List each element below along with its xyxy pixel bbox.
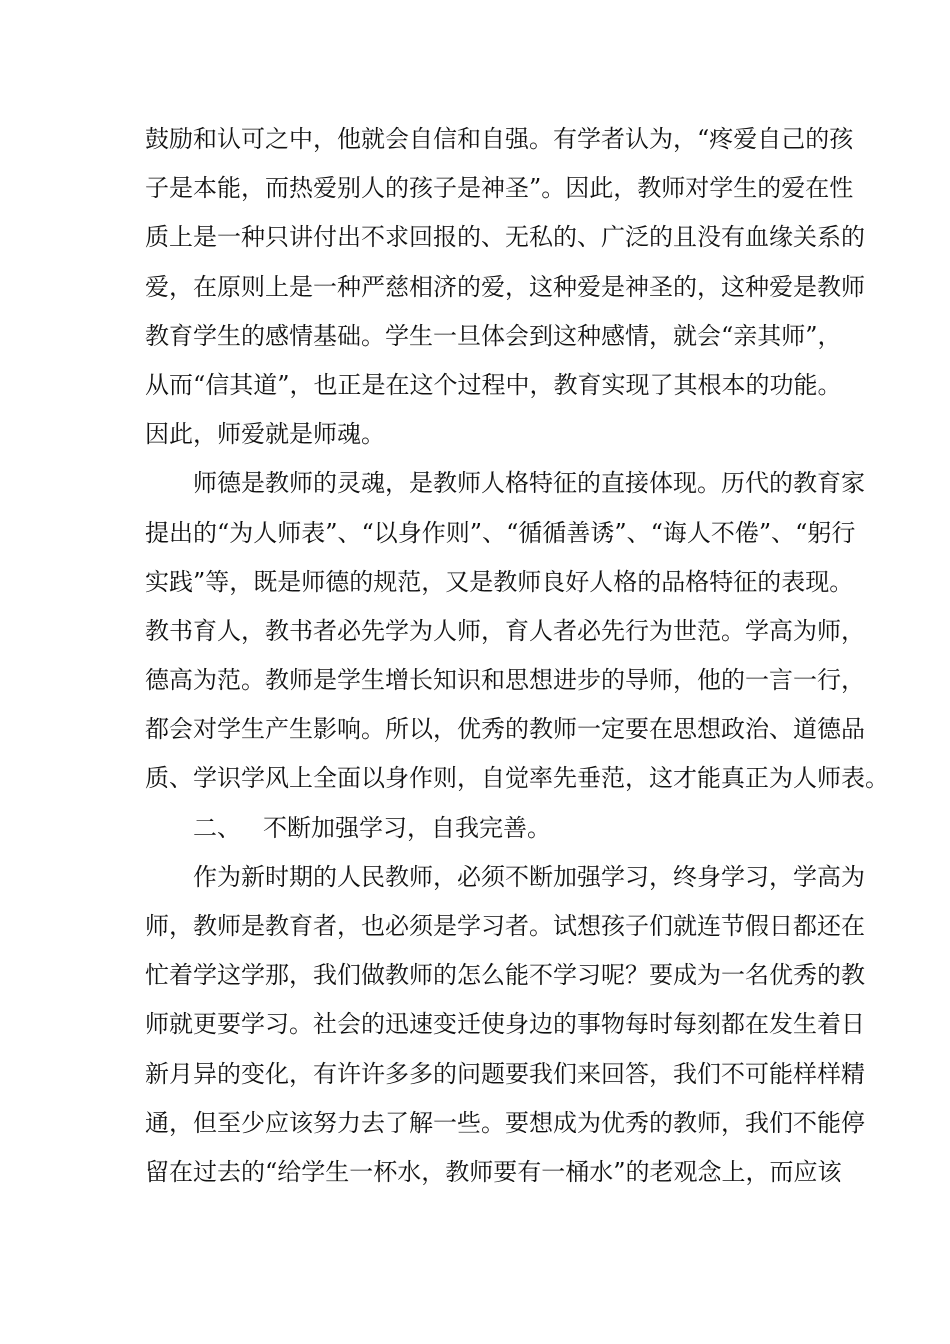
paragraph-line: 作为新时期的人民教师，必须不断加强学习，终身学习，学高为 (193, 862, 865, 891)
paragraph-line: 爱，在原则上是一种严慈相济的爱，这种爱是神圣的，这种爱是教师 (145, 272, 865, 301)
section-heading (145, 804, 809, 853)
paragraph-line: 师就更要学习。社会的迅速变迁使身边的事物每时每刻都在发生着日 (145, 1010, 865, 1039)
section-heading-number: 二、 (193, 813, 241, 842)
paragraph-line: 德高为范。教师是学生增长知识和思想进步的导师，他的一言一行， (145, 666, 865, 695)
paragraph-line: 留在过去的“给学生一杯水，教师要有一桶水”的老观念上，而应该 (145, 1157, 842, 1186)
paragraph-line: 师，教师是教育者，也必须是学习者。试想孩子们就连节假日都还在 (145, 912, 865, 940)
paragraph-line: 子是本能，而热爱别人的孩子是神圣”。因此，教师对学生的爱在性 (145, 174, 854, 203)
paragraph-line: 提出的“为人师表”、“以身作则”、“循循善诱”、“诲人不倦”、“躬行 (145, 518, 856, 547)
paragraph-line: 因此，师爱就是师魂。 (145, 420, 385, 449)
section-heading-text: 不断加强学习，自我完善。 (263, 813, 551, 842)
paragraph-line: 实践”等，既是师德的规范，又是教师良好人格的品格特征的表现。 (145, 567, 854, 596)
paragraph-line: 都会对学生产生影响。所以，优秀的教师一定要在思想政治、道德品 (145, 715, 865, 744)
paragraph-line: 师德是教师的灵魂，是教师人格特征的直接体现。历代的教育家 (193, 469, 865, 498)
paragraph-line: 鼓励和认可之中，他就会自信和自强。有学者认为，“疼爱自己的孩 (145, 125, 854, 153)
paragraph-line: 教书育人，教书者必先学为人师，育人者必先行为世范。学高为师， (145, 616, 865, 645)
paragraph-line: 质、学识学风上全面以身作则，自觉率先垂范，这才能真正为人师表。 (145, 764, 889, 793)
paragraph-line: 新月异的变化，有许许多多的问题要我们来回答，我们不可能样样精 (145, 1059, 865, 1088)
paragraph-line: 忙着学这学那，我们做教师的怎么能不学习呢？要成为一名优秀的教 (145, 961, 865, 990)
paragraph-line: 通，但至少应该努力去了解一些。要想成为优秀的教师，我们不能停 (145, 1108, 865, 1137)
document-body (145, 115, 889, 1197)
paragraph-line: 教育学生的感情基础。学生一旦体会到这种感情，就会“亲其师”， (145, 321, 842, 350)
paragraph-line: 质上是一种只讲付出不求回报的、无私的、广泛的且没有血缘关系的 (145, 223, 865, 252)
paragraph-line: 从而“信其道”，也正是在这个过程中，教育实现了其根本的功能。 (145, 370, 842, 399)
